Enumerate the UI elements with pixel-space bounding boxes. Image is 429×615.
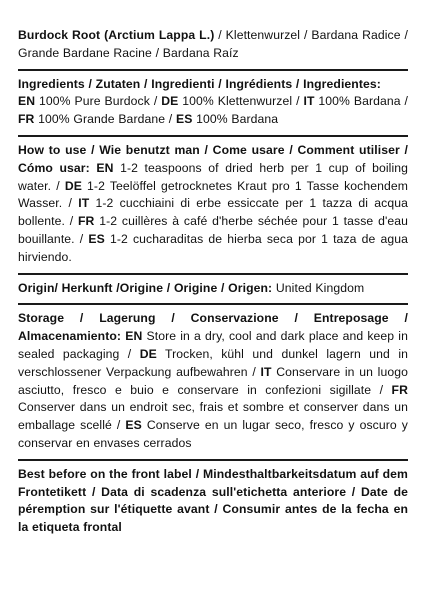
ingredients-section [18,71,408,137]
ingredients-it-text: 100% Bardana / [314,94,408,109]
usage-es-code: ES [88,231,105,246]
usage-fr-text: 1-2 cuillères à café d'herbe séchée pour 1 tasse d'eau bouillante. / [18,214,409,246]
storage-fr-code: FR [391,382,408,397]
origin-text [18,280,408,298]
usage-de-code: DE [64,178,82,193]
origin-section [18,275,408,306]
best-before-text [18,466,408,537]
storage-it-text: Conservare in un luogo asciutto, fresco e buio e conservare in confezioni sigillate / [18,364,408,397]
storage-en-code: EN [125,329,143,344]
usage-it-code: IT [78,196,90,211]
storage-de-text: Trocken, kühl und dunkel lagern und in verschlossener Verpackung aufbewahren / [18,346,409,379]
ingredients-es-text: 100% Bardana [192,112,279,127]
origin-value: United Kingdom [272,280,365,295]
product-name: Burdock Root (Arctium Lappa L.) [18,28,215,42]
usage-text [18,142,408,267]
ingredients-it-code: IT [303,94,315,109]
best-before-note: Best before on the front label / Mindesthaltbarkeitsdatum auf dem Frontetikett / Data di scadenza sull'etichetta anteriore / Date de péremption sur l'étiquette avant / Consumir antes de la fecha en la etiqueta frontal [18,466,408,535]
usage-it-text: 1-2 cucchiaini di erbe essiccate per 1 tazza di acqua bollente. / [18,196,408,229]
origin-heading: Origin/ Herkunft /Origine / Origine / Origen: [18,280,273,295]
storage-fr-text: Conserver dans un endroit sec, frais et sombre et conserver dans un emballage scellé / [18,400,408,433]
usage-en-code: EN [96,160,114,175]
ingredients-de-text: 100% Klettenwurzel / [178,94,304,109]
ingredients-en-code: EN [18,94,36,109]
ingredients-en-text: 100% Pure Burdock / [35,94,162,109]
ingredients-de-code: DE [161,94,179,109]
storage-text [18,310,408,452]
usage-de-text: 1-2 Teelöffel getrocknetes Kraut pro 1 Tasse kochendem Wasser. / [18,178,408,211]
storage-es-text: Conserve en un lugar seco, fresco y oscuro y conservar en envases cerrados [18,418,408,450]
product-label [18,22,408,543]
product-name-text [18,27,408,63]
ingredients-es-code: ES [175,112,193,127]
usage-fr-code: FR [78,214,95,229]
ingredients-text [18,76,408,129]
best-before-section [18,461,408,543]
ingredients-heading: Ingredients / Zutaten / Ingredienti / Ingrédients / Ingredientes: [18,76,381,91]
storage-es-code: ES [125,418,142,433]
storage-it-code: IT [260,364,272,379]
storage-section [18,305,408,460]
ingredients-fr-text: 100% Grande Bardane / [34,112,176,127]
ingredients-fr-code: FR [18,112,35,127]
storage-de-code: DE [139,346,157,361]
usage-en-text: 1-2 teaspoons of dried herb per 1 cup of boiling water. / [18,160,409,193]
storage-en-text: Store in a dry, cool and dark place and keep in sealed packaging / [18,329,408,361]
usage-section [18,137,408,275]
product-name-translations: / Klettenwurzel / Bardana Radice / Grande Bardane Racine / Bardana Raíz [18,28,409,60]
usage-heading: How to use / Wie benutzt man / Come usare / Comment utiliser / Cómo usar: [18,142,408,175]
storage-heading: Storage / Lagerung / Conservazione / Entreposage / Almacenamiento: [18,311,408,344]
usage-es-text: 1-2 cucharaditas de hierba seca por 1 taza de agua hirviendo. [18,231,408,264]
product-name-section [18,22,408,71]
